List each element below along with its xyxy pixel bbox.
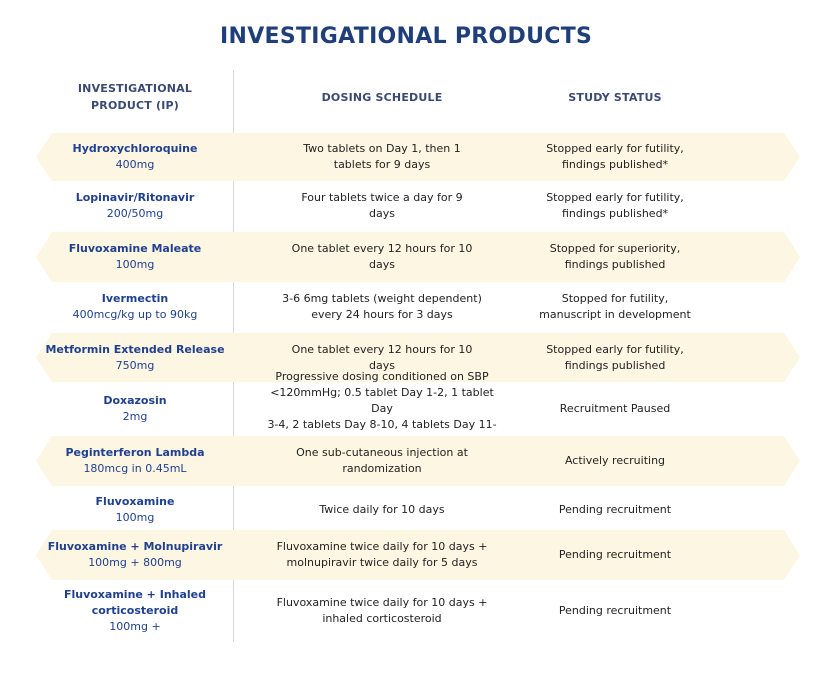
- product-name: Doxazosin: [103, 394, 167, 407]
- dosing-cell: [262, 582, 502, 640]
- dosing-text: Four tablets twice a day for 9: [301, 191, 463, 204]
- status-text: Pending recruitment: [558, 548, 672, 561]
- dosing-text: 3-6 6mg tablets (weight dependent): [282, 292, 482, 305]
- dosing-text: One sub-cutaneous injection at: [296, 446, 468, 459]
- dosing-text: days: [369, 358, 395, 372]
- dosing-text: tablets for 9 days: [333, 158, 431, 171]
- status-text: Stopped for futility,: [561, 292, 669, 305]
- status-text: findings published: [564, 358, 666, 372]
- status-text: Actively recruiting: [564, 454, 666, 467]
- dosing-cell: [262, 436, 502, 486]
- product-name: Fluvoxamine + Inhaled: [63, 588, 207, 601]
- status-text: manuscript in development: [539, 308, 691, 321]
- product-cell: [44, 530, 226, 580]
- product-dose: 200/50mg: [106, 207, 164, 220]
- table-row: [0, 487, 832, 533]
- product-cell: [44, 487, 226, 533]
- product-name: Fluvoxamine: [95, 495, 175, 508]
- product-dose: 100mg: [115, 258, 155, 271]
- table-row: [0, 283, 832, 331]
- dosing-cell: [262, 133, 502, 181]
- product-cell: [44, 436, 226, 486]
- dosing-cell: [262, 370, 502, 435]
- product-cell: [44, 283, 226, 331]
- product-name: Ivermectin: [101, 292, 169, 305]
- dosing-text: Fluvoxamine twice daily for 10 days +: [276, 540, 488, 553]
- product-name: Metformin Extended Release: [45, 342, 225, 356]
- dosing-text: inhaled corticosteroid: [322, 612, 442, 625]
- table-row: [0, 370, 832, 435]
- dosing-text: Twice daily for 10 days: [319, 503, 445, 516]
- product-dose: 400mcg/kg up to 90kg: [72, 308, 198, 321]
- dosing-text: One tablet every 12 hours for 10: [291, 242, 473, 255]
- product-dose: 750mg: [115, 358, 155, 372]
- status-text: Pending recruitment: [558, 503, 672, 516]
- status-cell: [520, 232, 710, 282]
- product-cell: [44, 133, 226, 181]
- product-cell: [44, 232, 226, 282]
- dosing-cell: [262, 182, 502, 230]
- status-cell: [520, 133, 710, 181]
- status-text: findings published*: [561, 158, 669, 171]
- table-row: [0, 582, 832, 640]
- dosing-text: every 24 hours for 3 days: [311, 308, 453, 321]
- table-row: [0, 530, 832, 580]
- product-dose: 400mg: [115, 158, 155, 171]
- dosing-text: Progressive dosing conditioned on SBP: [275, 370, 489, 383]
- product-dose: 100mg + 800mg: [88, 556, 182, 569]
- dosing-text: 3-4, 2 tablets Day 8-10, 4 tablets Day 11-: [267, 418, 497, 431]
- status-text: Stopped early for futility,: [546, 191, 684, 204]
- product-name: Fluvoxamine + Molnupiravir: [47, 540, 223, 553]
- product-name: Lopinavir/Ritonavir: [75, 191, 195, 204]
- status-text: Stopped for superiority,: [549, 242, 681, 255]
- status-cell: [520, 333, 710, 382]
- dosing-text: days: [369, 207, 395, 220]
- page-title: INVESTIGATIONAL PRODUCTS: [220, 24, 593, 49]
- dosing-text: randomization: [342, 462, 422, 475]
- table-row: [0, 436, 832, 486]
- status-cell: [520, 283, 710, 331]
- dosing-text: molnupiravir twice daily for 5 days: [286, 556, 478, 569]
- product-dose: 100mg: [115, 511, 155, 524]
- header-status: STUDY STATUS: [568, 91, 662, 104]
- product-dose: 180mcg in 0.45mL: [83, 462, 187, 475]
- status-text: Stopped early for futility,: [546, 342, 684, 356]
- dosing-cell: [262, 530, 502, 580]
- status-cell: [520, 530, 710, 580]
- header-product-line2: PRODUCT (IP): [91, 99, 179, 112]
- dosing-cell: [262, 232, 502, 282]
- dosing-text: Fluvoxamine twice daily for 10 days +: [276, 596, 488, 609]
- status-cell: [520, 582, 710, 640]
- product-dose: 2mg: [122, 410, 148, 423]
- status-cell: [520, 383, 710, 435]
- status-cell: [520, 182, 710, 230]
- status-text: Stopped early for futility,: [546, 142, 684, 155]
- product-cell: [44, 383, 226, 435]
- product-name: Fluvoxamine Maleate: [68, 242, 202, 255]
- status-text: Pending recruitment: [558, 604, 672, 617]
- dosing-text: days: [369, 258, 395, 271]
- status-cell: [520, 436, 710, 486]
- table-row: [0, 182, 832, 230]
- header-product: [44, 80, 226, 114]
- product-name: corticosteroid: [91, 604, 179, 617]
- dosing-text: One tablet every 12 hours for 10: [291, 342, 473, 356]
- product-cell: [44, 582, 226, 640]
- product-cell: [44, 182, 226, 230]
- status-text: findings published: [564, 258, 666, 271]
- dosing-text: Two tablets on Day 1, then 1: [303, 142, 461, 155]
- header-dosing: DOSING SCHEDULE: [321, 91, 443, 104]
- product-name: Hydroxychloroquine: [72, 142, 198, 155]
- header-product-line1: INVESTIGATIONAL: [77, 82, 193, 95]
- dosing-cell: [262, 283, 502, 331]
- product-cell: [44, 333, 226, 382]
- product-dose: 100mg +: [109, 620, 161, 633]
- dosing-text: <120mmHg; 0.5 tablet Day 1-2, 1 tablet Day: [270, 386, 494, 415]
- product-name: Peginterferon Lambda: [65, 446, 205, 459]
- table-row: [0, 232, 832, 282]
- status-text: findings published*: [561, 207, 669, 220]
- status-cell: [520, 487, 710, 533]
- status-text: Recruitment Paused: [559, 402, 671, 415]
- dosing-cell: [262, 487, 502, 533]
- table-row: [0, 133, 832, 181]
